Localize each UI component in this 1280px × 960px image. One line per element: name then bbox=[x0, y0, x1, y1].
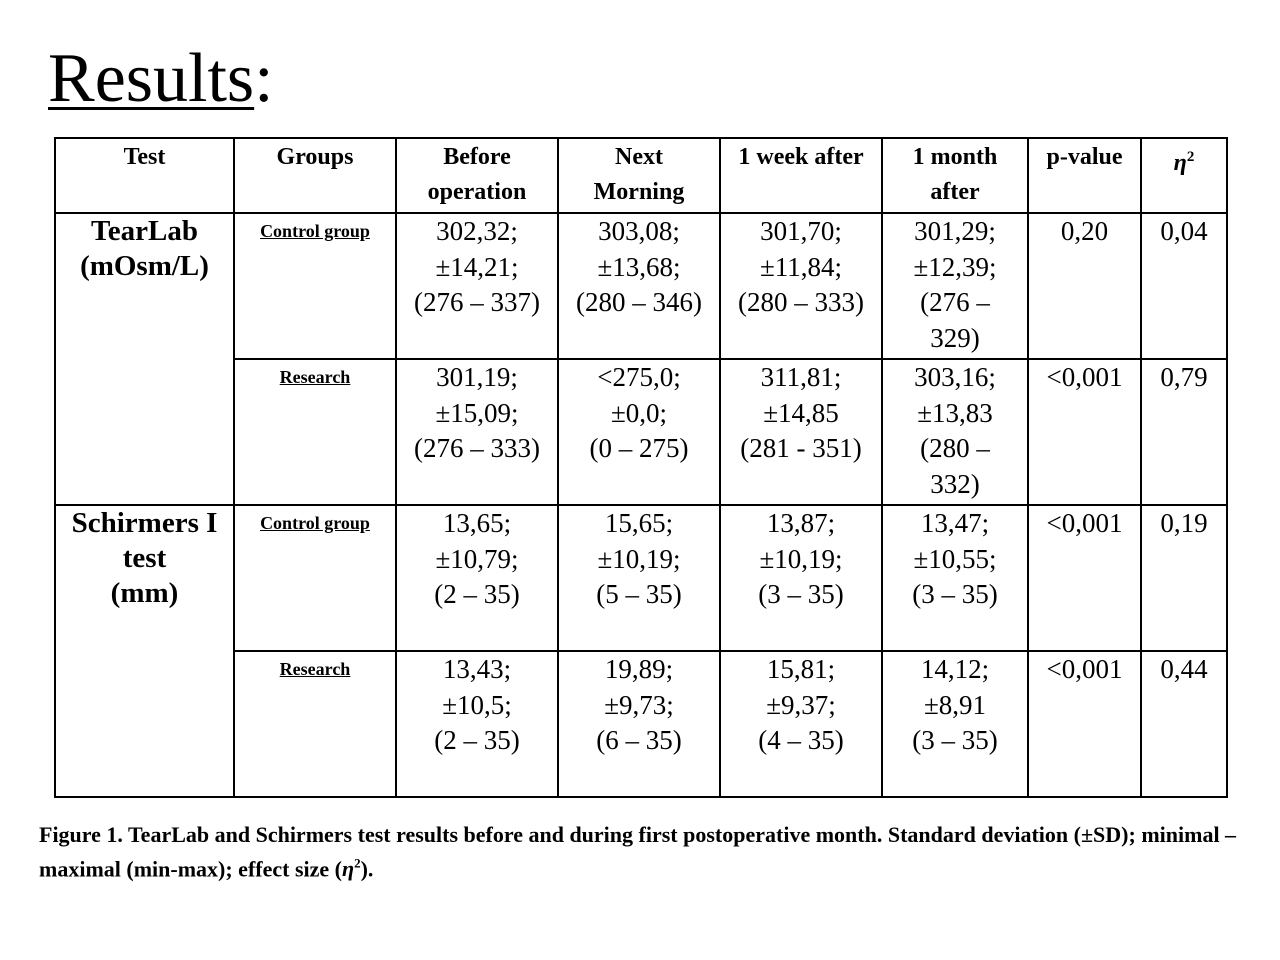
group-label: Research bbox=[234, 359, 396, 505]
value-line: (276 – bbox=[920, 287, 990, 317]
value-line: 303,16; bbox=[914, 362, 996, 392]
value-line: ±8,91 bbox=[923, 689, 987, 720]
value-line: ±13,83 bbox=[917, 397, 993, 428]
value-line: 13,43; bbox=[442, 654, 512, 684]
header-1-week-after: 1 week after bbox=[720, 138, 882, 213]
value-effect-size: 0,04 bbox=[1141, 213, 1227, 359]
value-line: 14,12; bbox=[920, 654, 990, 684]
header-groups: Groups bbox=[234, 138, 396, 213]
value-effect-size: 0,44 bbox=[1141, 651, 1227, 797]
header-effect-size: $\eta^2$ bbox=[1141, 138, 1227, 213]
value-line: 332) bbox=[930, 468, 980, 499]
value-line: (280 – bbox=[920, 433, 990, 463]
value-next-morning bbox=[558, 359, 720, 505]
value-p-value: <0,001 bbox=[1028, 359, 1141, 505]
value-p-value: <0,001 bbox=[1028, 651, 1141, 797]
figure-caption: Figure 1. TearLab and Schirmers test results before and during first postoperative month. Standard deviation (±SD); minimal – maximal (min-max); effect size $(\eta^2)$. bbox=[39, 822, 1237, 882]
value-line: (3 – 35) bbox=[912, 579, 998, 609]
value-1-week-after bbox=[720, 651, 882, 797]
value-line: ±13,68; bbox=[597, 251, 681, 282]
page-title-word: Results bbox=[48, 40, 255, 117]
header-test: Test bbox=[55, 138, 234, 213]
page-title bbox=[48, 34, 274, 124]
value-line: ±14,85 bbox=[763, 397, 839, 428]
value-line: ±14,21; bbox=[435, 251, 519, 282]
value-line: (280 – 346) bbox=[576, 287, 702, 317]
value-line: 13,87; bbox=[766, 508, 836, 538]
value-1-week-after bbox=[720, 359, 882, 505]
value-1-month-after bbox=[882, 213, 1028, 359]
value-1-week-after bbox=[720, 505, 882, 651]
value-line: (276 – 337) bbox=[414, 287, 540, 317]
group-label: Control group bbox=[234, 213, 396, 359]
value-before-operation bbox=[396, 213, 558, 359]
group-label: Control group bbox=[234, 505, 396, 651]
value-line: ±10,55; bbox=[913, 543, 997, 574]
value-next-morning bbox=[558, 505, 720, 651]
value-line: 311,81; bbox=[760, 362, 842, 392]
value-line: 15,81; bbox=[766, 654, 836, 684]
value-before-operation bbox=[396, 651, 558, 797]
value-line: ±10,79; bbox=[435, 543, 519, 574]
value-effect-size: 0,79 bbox=[1141, 359, 1227, 505]
value-line: (281 - 351) bbox=[740, 433, 862, 463]
value-line: (3 – 35) bbox=[912, 725, 998, 755]
header-before-operation: Before operation bbox=[396, 138, 558, 213]
value-line: ±10,19; bbox=[597, 543, 681, 574]
value-line: ±10,5; bbox=[442, 689, 512, 720]
header-next-morning: Next Morning bbox=[558, 138, 720, 213]
value-line: ±9,73; bbox=[604, 689, 674, 720]
value-line: ±10,19; bbox=[759, 543, 843, 574]
value-line: (4 – 35) bbox=[758, 725, 844, 755]
value-line: 301,29; bbox=[914, 216, 996, 246]
value-line: (5 – 35) bbox=[596, 579, 682, 609]
value-line: ±11,84; bbox=[759, 251, 843, 282]
value-line: (280 – 333) bbox=[738, 287, 864, 317]
value-next-morning bbox=[558, 213, 720, 359]
value-line: 301,70; bbox=[760, 216, 842, 246]
value-line: 13,65; bbox=[442, 508, 512, 538]
value-line: <275,0; bbox=[597, 362, 681, 392]
value-line: 303,08; bbox=[598, 216, 680, 246]
value-before-operation bbox=[396, 505, 558, 651]
value-line: ±0,0; bbox=[610, 397, 668, 428]
value-line: (276 – 333) bbox=[414, 433, 540, 463]
value-1-month-after bbox=[882, 505, 1028, 651]
group-label: Research bbox=[234, 651, 396, 797]
value-line: (2 – 35) bbox=[434, 579, 520, 609]
value-p-value: <0,001 bbox=[1028, 505, 1141, 651]
value-1-week-after bbox=[720, 213, 882, 359]
header-row bbox=[55, 138, 1227, 213]
value-line: ±12,39; bbox=[913, 251, 997, 282]
value-line: 302,32; bbox=[436, 216, 518, 246]
test-name-tearlab: TearLab (mOsm/L) bbox=[55, 213, 234, 505]
value-line: 329) bbox=[930, 322, 980, 353]
value-next-morning bbox=[558, 651, 720, 797]
value-line: 301,19; bbox=[436, 362, 518, 392]
value-before-operation bbox=[396, 359, 558, 505]
table-row bbox=[55, 505, 1227, 651]
header-p-value: p-value bbox=[1028, 138, 1141, 213]
value-line: (2 – 35) bbox=[434, 725, 520, 755]
value-1-month-after bbox=[882, 651, 1028, 797]
table-row bbox=[55, 213, 1227, 359]
value-line: ±9,37; bbox=[766, 689, 836, 720]
value-line: (6 – 35) bbox=[596, 725, 682, 755]
value-line: (0 – 275) bbox=[589, 433, 689, 463]
value-p-value: 0,20 bbox=[1028, 213, 1141, 359]
value-line: 13,47; bbox=[920, 508, 990, 538]
test-name-schirmers: Schirmers I test (mm) bbox=[55, 505, 234, 797]
results-table bbox=[54, 137, 1228, 798]
value-1-month-after bbox=[882, 359, 1028, 505]
value-effect-size: 0,19 bbox=[1141, 505, 1227, 651]
page-title-colon: : bbox=[254, 40, 274, 117]
value-line: 15,65; bbox=[604, 508, 674, 538]
value-line: 19,89; bbox=[604, 654, 674, 684]
value-line: (3 – 35) bbox=[758, 579, 844, 609]
header-1-month-after: 1 month after bbox=[882, 138, 1028, 213]
value-line: ±15,09; bbox=[435, 397, 519, 428]
